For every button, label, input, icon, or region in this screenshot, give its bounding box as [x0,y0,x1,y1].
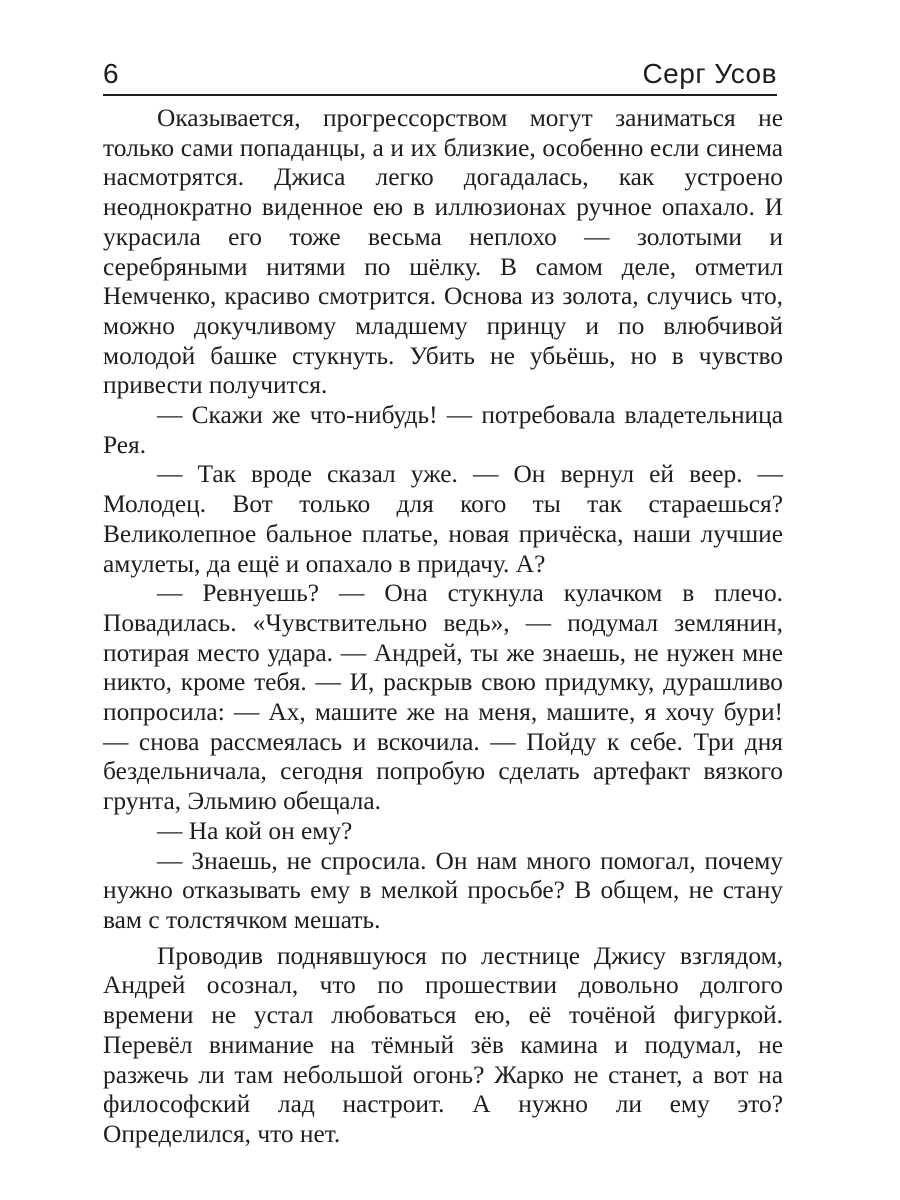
page-number: 6 [103,58,119,89]
paragraph: Оказывается, прогрессорством могут заниматься не только сами попаданцы, а и их близкие, особенно если синема насмотрятся. Джиса легко догадалась, как устроено неоднократно виденное ею в иллюзионах ручное опахало. И украсила его тоже весьма неплохо — золотыми и серебряными нитями по шёлку. В самом деле, отметил Немченко, красиво смотрится. Основа из золота, случись что, можно докучливому младшему принцу и по влюбчивой молодой башке стукнуть. Убить не убьёшь, но в чувство привести получится. [103,104,783,400]
paragraph: — На кой он ему? [157,816,353,845]
running-header [103,52,777,96]
body-text [103,104,783,1150]
author-name: Серг Усов [642,58,777,89]
paragraph: — Ревнуешь? — Она стукнула кулачком в плечо. Повадилась. «Чувствительно ведь», — подумал землянин, потирая место удара. — Андрей, ты же знаешь, не нужен мне никто, кроме тебя. — И, раскрыв свою придумку, дурашливо попросила: — Ах, машите же на меня, машите, я хочу бури! — снова рассмеялась и вскочила. — Пойду к себе. Три дня бездельничала, сегодня попробую сделать артефакт вязкого грунта, Эльмию обещала. [103,579,783,816]
paragraph: — Скажи же что-нибудь! — потребовала владетельница Рея. [103,401,783,459]
paragraph: — Знаешь, не спросила. Он нам много помогал, почему нужно отказывать ему в мелкой просьбе? В общем, не стану вам с толстячком мешать. [103,846,783,934]
paragraph: Проводив поднявшуюся по лестнице Джису взглядом, Андрей осознал, что по прошествии довольно долгого времени не устал любоваться ею, её точёной фигуркой. Перевёл внимание на тёмный зёв камина и подумал, не разжечь ли там небольшой огонь? Жарко не станет, а вот на философский лад настроит. А нужно ли ему это? Определился, что нет. [103,941,783,1148]
paragraph: — Так вроде сказал уже. — Он вернул ей веер. — Молодец. Вот только для кого ты так стараешься? Великолепное бальное платье, новая причёска, наши лучшие амулеты, да ещё и опахало в придачу. А? [103,460,783,578]
